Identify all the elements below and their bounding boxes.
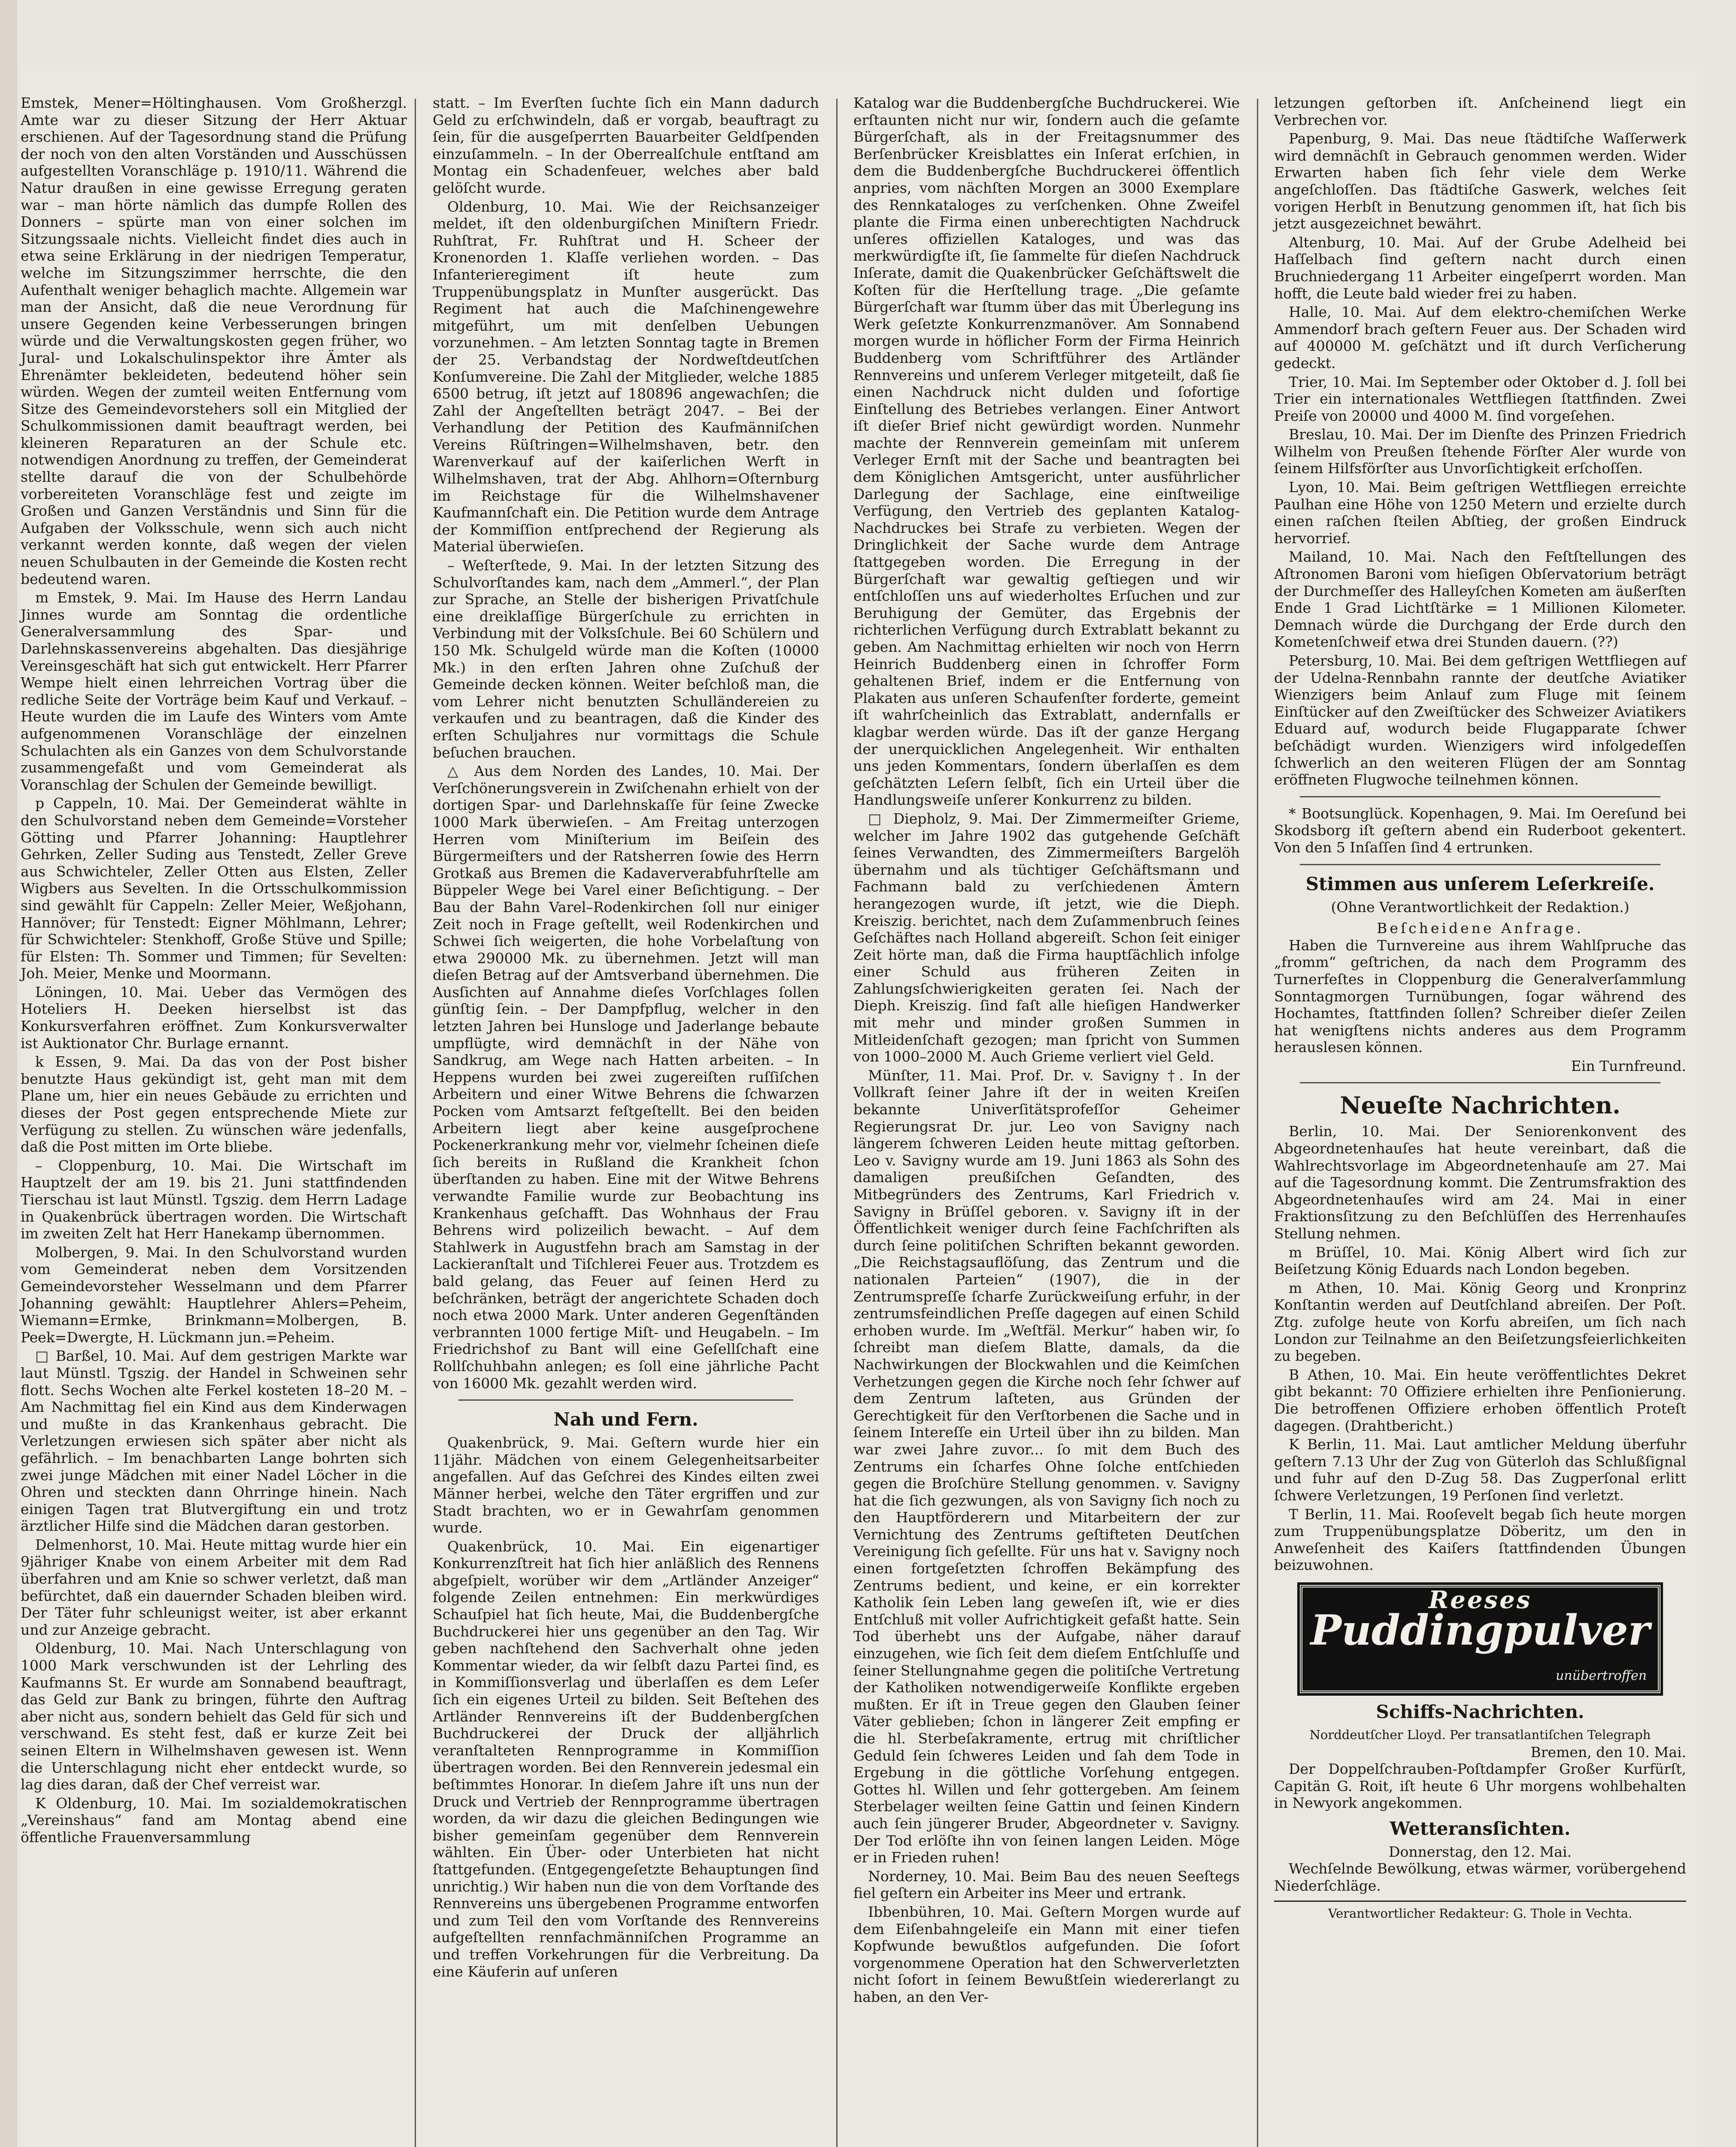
- article-paragraph: Trier, 10. Mai. Im September oder Oktober d. J. ſoll bei Trier ein internationales Wettfliegen ſtattfinden. Zwei Preiſe von 20000 und 4000 M. ſind vorgeſehen.: [1274, 373, 1686, 424]
- article-paragraph: Ibbenbühren, 10. Mai. Geſtern Morgen wurde auf dem Eiſenbahngeleiſe ein Mann mit einer tiefen Kopfwunde bewußtlos aufgefunden. Die ſofort vorgenommene Operation hat den Schwerverletzten nicht ſofort in ſeinem Bewußtſein wiedererlangt zu haben, an den Ver-: [853, 1903, 1240, 2005]
- weather-text: Wechſelnde Bewölkung, etwas wärmer, vorübergehend Niederſchläge.: [1274, 1860, 1686, 1895]
- article-paragraph: Emstek, Mener=Höltinghausen. Vom Großherzgl. Amte war zu dieser Sitzung der Herr Aktuar erschienen. Auf der Tagesordnung stand die Prüfung der noch von den alten Vorständen und Ausschüssen aufgestellten Voranschläge p. 1910/11. Während die Natur draußen in eine gewisse Erregung geraten war – man hörte nämlich das dumpfe Rollen des Donners – spürte man von einer solchen im Sitzungssaale nichts. Vielleicht findet dies auch in etwa seine Erklärung in der niedrigen Temperatur, welche im Sitzungszimmer herrschte, die den Aufenthalt weniger behaglich machte. Allgemein war man der Ansicht, daß die neue Verordnung für unsere Gegenden keine Verbesserungen bringen würde und die Verwaltungskosten gegen früher, wo Jural- und Lokalschulinspektor ihre Ämter als Ehrenämter bekleideten, bedeutend höher sein würden. Wegen der zumteil weiten Entfernung vom Sitze des Gemeindevorstehers soll ein Mitglied der Schulkommissionen damit beauftragt werden, bei kleineren Reparaturen an der Schule etc. notwendigen Anordnung zu treffen, der Gemeinderat stellte darauf die von der Schulbehörde vorbereiteten Voranschläge fest und zeigte im Großen und Ganzen Verständnis und Sinn für die Aufgaben der Volksschule, wenn sich auch nicht verkannt werden konnte, daß wegen der vielen neuen Schulbauten in der Gemeinde die Kosten recht bedeutend waren.: [21, 94, 407, 587]
- newspaper-page: [21, 64, 1703, 2147]
- article-paragraph: □ Barßel, 10. Mai. Auf dem gestrigen Markte war laut Münstl. Tgszig. der Handel in Schweinen sehr flott. Sechs Wochen alte Ferkel kosteten 18–20 M. – Am Nachmittag fiel ein Kind aus dem Kinderwagen und mußte in das Krankenhaus gebracht. Die Verletzungen erwiesen sich später aber nicht als gefährlich. – Im benachbarten Lange bohrten sich zwei junge Mädchen mit einer Nadel Löcher in die Ohren und steckten dann Ohrringe hinein. Nach einigen Tagen trat Blutvergiftung ein und trotz ärztlicher Hilfe sind die Mädchen daran gestorben.: [21, 1347, 407, 1535]
- page-edge: [0, 0, 17, 2147]
- article-paragraph: * Bootsunglück. Kopenhagen, 9. Mai. Im Oereſund bei Skodsborg iſt geſtern abend ein Ruderboot gekentert. Von den 5 Inſaſſen ſind 4 ertrunken.: [1274, 805, 1686, 856]
- article-paragraph: m Emstek, 9. Mai. Im Hause des Herrn Landau Jinnes wurde am Sonntag die ordentliche Generalversammlung des Spar- und Darlehnskassenvereins abgehalten. Das diesjährige Vereinsgeschäft hat sich gut entwickelt. Herr Pfarrer Wempe hielt einen lehrreichen Vortrag über die redliche Seite der Vorträge beim Kauf und Verkauf. – Heute wurden die im Laufe des Winters vom Amte aufgenommenen Voranschläge der einzelnen Schulachten als ein Ganzes von dem Schulvorstande zusammengefaßt und vom Gemeinderat als Voranschlag der Schulen der Gemeinde bewilligt.: [21, 589, 407, 793]
- article-paragraph: Quakenbrück, 9. Mai. Geſtern wurde hier ein 11jähr. Mädchen von einem Gelegenheitsarbeiter angefallen. Auf das Geſchrei des Kindes eilten zwei Männer herbei, welche den Täter ergriffen und zur Stadt brachten, wo er in Gewahrſam genommen wurde.: [433, 1434, 819, 1536]
- ship-news-dateline: Bremen, den 10. Mai.: [1530, 1743, 1686, 1761]
- weather-date: Donnerstag, den 12. Mai.: [1389, 1843, 1572, 1860]
- letters-subheading: (Ohne Verantwortlichkeit der Redaktion.): [1331, 898, 1630, 915]
- column-4: [1274, 94, 1686, 1922]
- ship-news-source: Norddeutſcher Lloyd. Per transatlantiſchen Telegraph: [1309, 1727, 1651, 1742]
- news-paragraph: m Brüſſel, 10. Mai. König Albert wird ſich zur Beiſetzung König Eduards nach London begeben.: [1274, 1244, 1686, 1278]
- article-paragraph: Münſter, 11. Mai. Prof. Dr. v. Savigny †. In der Vollkraft ſeiner Jahre iſt der in weiten Kreiſen bekannte Univerſitätsprofeſſor Geheimer Regierungsrat Dr. jur. Leo von Savigny nach längerem ſchweren Leiden heute mittag geſtorben. Leo v. Savigny wurde am 19. Juni 1863 als Sohn des damaligen preußiſchen Geſandten, des Mitbegründers des Zentrums, Karl Friedrich v. Savigny in Brüſſel geboren. v. Savigny iſt in der Öffentlichkeit weniger durch ſeine Fachſchriften als durch ſeine politiſchen Schriften bekannt geworden. „Die Reichstagsauflöſung, das Zentrum und die nationalen Parteien“ (1907), die in der Zentrumspreſſe ſcharfe Zurückweiſung erfuhr, in der zentrumsfeindlichen Preſſe dagegen auf einen Schild erhoben wurde. Im „Weſtfäl. Merkur“ haben wir, ſo ſchreibt man dieſem Blatte, damals, da die Nachwirkungen der Blockwahlen und die Keimſchen Verhetzungen gegen die Kirche noch ſehr ſchwer auf dem Zentrum laſteten, aus Gründen der Gerechtigkeit für den Verſtorbenen die Sache und in ſeinem Intereſſe ein Urteil über ihn zu bilden. Man war zwei Jahre zuvor... ſo mit dem Buch des Zentrums ein ſcharfes Ohne ſolche entſchieden gegen die Broſchüre Stellung genommen. v. Savigny hat die ſich gezwungen, als von Savigny ſich noch zu den Hauptförderern und Mitarbeitern der zur Vernichtung des Zentrums geſtifteten Deutſchen Vereinigung ſich geſellte. Für uns hat v. Savigny noch einen fortgeſetzten ſchroffen Bekämpfung des Zentrums bedient, und keine, er ein korrekter Katholik ſein Leben lang geweſen iſt, wie er dies Entſchluß mit voller Aufrichtigkeit gefaßt hatte. Sein Tod überhebt uns der Aufgabe, näher darauf einzugehen, wie ſich ſeit dem dieſem Entſchluſſe und ſeiner Stellungnahme gegen die politiſche Vertretung der Katholiken notwendigerweiſe Konflikte ergeben mußten. Er iſt in Treue gegen den Glauben ſeiner Väter geblieben; ſchon in längerer Zeit empfing er die hl. Sterbeſakramente, ertrug mit chriſtlicher Geduld ſein ſchweres Leiden und ſah dem Tode in Ergebung in die göttliche Vorſehung entgegen. Gottes hl. Willen und ſehr gottergeben. Am ſeinem Sterbelager weilten ſeine Gattin und ſeinen Kindern auch ſein jüngerer Bruder, Abgeordneter v. Savigny. Der Tod erlöſte ihn von ſeinen langen Leiden. Möge er in Frieden ruhen!: [853, 1067, 1240, 1866]
- news-paragraph: m Athen, 10. Mai. König Georg und Kronprinz Konſtantin werden auf Deutſchland abreiſen. Der Poſt. Ztg. zufolge heute von Korfu abreiſen, um ſich nach London zur Teilnahme an den Beiſetzungsfeierlichkeiten zu begeben.: [1274, 1279, 1686, 1365]
- section-divider: [1300, 864, 1660, 865]
- news-paragraph: B Athen, 10. Mai. Ein heute veröffentlichtes Dekret gibt bekannt: 70 Offiziere erhielten ihre Penſionierung. Die betroffenen Offiziere erhoben öffentlich Proteſt dagegen. (Drahtbericht.): [1274, 1366, 1686, 1434]
- column-3: [853, 94, 1240, 2007]
- article-paragraph: Katalog war die Buddenbergſche Buchdruckerei. Wie erſtaunten nicht nur wir, ſondern auch die geſamte Bürgerſchaft, als in der Freitagsnummer des Berſenbrücker Kreisblattes ein Inſerat erſchien, in dem die Buddenbergſche Buchdruckerei öffentlich anpries, vom nächſten Morgen an 3000 Exemplare des Rennkataloges zu verſchenken. Ohne Zweifel plante die Firma einen unberechtigten Nachdruck unſeres offiziellen Kataloges, und was das merkwürdigſte iſt, ſie ſammelte für dieſen Nachdruck Inſerate, damit die Quakenbrücker Geſchäftswelt die Koſten für die Herſtellung trage. „Die geſamte Bürgerſchaft war ſtumm über das mit Überlegung ins Werk geſetzte Konkurrenzmanöver. Am Sonnabend morgen wurde in höflicher Form der Firma Heinrich Buddenberg vom Schriftführer des Artländer Rennvereins und unſerem Verleger mitgeteilt, daß ſie einen Nachdruck nicht dulden und ſofortige Einſtellung des Betriebes verlangen. Einer Antwort iſt dieſer Brief nicht gewürdigt worden. Nunmehr machte der Rennverein gemeinſam mit unſerem Verleger Ernſt mit der Sache und beantragten bei dem Königlichen Amtsgericht, unter ausführlicher Darlegung der Sachlage, eine einſtweilige Verfügung, den Vertrieb des geplanten Katalog-Nachdruckes bei Strafe zu verbieten. Wegen der Dringlichkeit der Sache wurde dem Antrage ſtattgegeben worden. Die Erregung in der Bürgerſchaft war gewaltig geſtiegen und wir entſchloſſen uns auf wiederholtes Erſuchen und zur Beruhigung der Gemüter, das Ergebnis der richterlichen Verfügung durch Extrablatt bekannt zu geben. Am Nachmittag erhielten wir noch von Herrn Heinrich Buddenberg einen in ſchroffer Form gehaltenen Brief, indem er die Entfernung von Plakaten aus unſeren Schaufenſter forderte, gemeint iſt wahrſcheinlich das Extrablatt, andernfalls er klagbar werden würde. Das iſt der ganze Hergang der unerquicklichen Angelegenheit. Wir enthalten uns jeden Kommentars, ſondern überlaſſen es dem geſchätzten Leſern ſelbſt, ſich ein Urteil über die Handlungsweiſe unſerer Konkurrenz zu bilden.: [853, 94, 1240, 809]
- column-rule: [1257, 99, 1258, 2147]
- letters-title: Beſcheidene Anfrage.: [1377, 920, 1584, 937]
- article-paragraph: Petersburg, 10. Mai. Bei dem geſtrigen Wettfliegen auf der Udelna-Rennbahn rannte der deutſche Aviatiker Wienzigers beim Anlauf zum Fluge mit ſeinem Einſtücker auf den Zweiſtücker des Schweizer Aviatikers Eduard auf, wodurch beide Flugapparate ſchwer beſchädigt wurden. Wienzigers wird infolgedeſſen ſchwerlich an den weiteren Flügen der am Sonntag eröffneten Flugwoche teilnehmen können.: [1274, 652, 1686, 788]
- article-paragraph: – Weſterſtede, 9. Mai. In der letzten Sitzung des Schulvorſtandes kam, nach dem „Ammerl.“, der Plan zur Sprache, an Stelle der bisherigen Privatſchule eine dreiklaſſige Bürgerſchule zu errichten in Verbindung mit der Volksſchule. Bei 60 Schülern und 150 Mk. Schulgeld würde man die Koſten (10000 Mk.) in den erſten Jahren ohne Zuſchuß der Gemeinde decken können. Weiter beſchloß man, die vom Lehrer nicht benutzten Schulländereien zu verkaufen und zu beantragen, daß die Kinder des erſten Schuljahres nur vormittags die Schule beſuchen brauchen.: [433, 557, 819, 761]
- column-rule: [836, 99, 838, 2147]
- latest-news-heading: Neueſte Nachrichten.: [1340, 1092, 1621, 1119]
- article-paragraph: Mailand, 10. Mai. Nach den Feſtſtellungen des Aſtronomen Baroni vom hieſigen Obſervatorium beträgt der Durchmeſſer des Halleyſchen Kometen am äußerſten Ende 1 Grad Lichtſtärke = 1 Millionen Kilometer. Demnach würde die Durchgang der Erde durch den Kometenſchweif etwa drei Stunden dauern. (??): [1274, 548, 1686, 651]
- article-paragraph: K Oldenburg, 10. Mai. Im sozialdemokratischen „Vereinshaus“ fand am Montag abend eine öffentliche Frauenversammlung: [21, 1794, 407, 1846]
- ad-brand: Reeses: [1428, 1585, 1532, 1614]
- article-paragraph: Altenburg, 10. Mai. Auf der Grube Adelheid bei Haſſelbach ſind geſtern nacht durch einen Bruchniedergang 11 Arbeiter eingeſperrt worden. Man hofft, die Leute bald wieder frei zu haben.: [1274, 234, 1686, 302]
- article-paragraph: Molbergen, 9. Mai. In den Schulvorstand wurden vom Gemeinderat neben dem Vorsitzenden Gemeindevorsteher Wesselmann und dem Pfarrer Johanning gewählt: Hauptlehrer Ahlers=Peheim, Wiemann=Ermke, Brinkmann=Molbergen, B. Peek=Dwergte, H. Lückmann jun.=Peheim.: [21, 1244, 407, 1346]
- news-paragraph: Berlin, 10. Mai. Der Seniorenkonvent des Abgeordnetenhauſes hat heute vereinbart, daß die Wahlrechtsvorlage im Abgeordnetenhauſe am 27. Mai auf die Tagesordnung kommt. Die Zentrumsfraktion des Abgeordnetenhauſes wird am 24. Mai in einer Fraktionsſitzung zu den Beſchlüſſen des Herrenhauſes Stellung nehmen.: [1274, 1123, 1686, 1242]
- article-paragraph: Lyon, 10. Mai. Beim geſtrigen Wettfliegen erreichte Paulhan eine Höhe von 1250 Metern und erzielte durch einen raſchen ſteilen Abſtieg, der großen Eindruck hervorrief.: [1274, 479, 1686, 547]
- column-1: [21, 94, 407, 1848]
- news-paragraph: K Berlin, 11. Mai. Laut amtlicher Meldung überfuhr geſtern 7.13 Uhr der Zug von Güterloh das Schlußſignal und fuhr auf den D-Zug 58. Das Zugperſonal erlitt ſchwere Verletzungen, 19 Perſonen ſind verletzt.: [1274, 1436, 1686, 1504]
- article-paragraph: Oldenburg, 10. Mai. Nach Unterschlagung von 1000 Mark verschwunden ist der Lehrling des Kaufmanns St. Er wurde am Sonnabend beauftragt, das Geld zur Bank zu bringen, führte den Auftrag aber nicht aus, sondern behielt das Geld für sich und verschwand. Es steht fest, daß er kurze Zeit bei seinen Eltern in Wilhelmshaven gewesen ist. Wenn die Unterschlagung nicht eher entdeckt wurde, so lag dies daran, daß der Chef verreist war.: [21, 1640, 407, 1793]
- letters-text: Haben die Turnvereine aus ihrem Wahlſpruche das „fromm“ geſtrichen, da nach dem Programm des Turnerfeſtes in Cloppenburg die Generalverſammlung Sonntagmorgen Turnübungen, ſogar während des Hochamtes, ſtattfinden ſollen? Schreiber dieſer Zeilen hat wenigſtens nichts anderes aus dem Programm herauslesen können.: [1274, 937, 1686, 1056]
- weather-heading: Wetteransſichten.: [1390, 1818, 1571, 1839]
- article-paragraph: letzungen geſtorben iſt. Anſcheinend liegt ein Verbrechen vor.: [1274, 94, 1686, 128]
- column-2: [433, 94, 819, 1982]
- ad-product: Puddingpulver: [1310, 1606, 1650, 1654]
- article-paragraph: Oldenburg, 10. Mai. Wie der Reichsanzeiger meldet, iſt den oldenburgiſchen Miniſtern Friedr. Ruhſtrat, Fr. Ruhſtrat und H. Scheer der Kronenorden 1. Klaſſe verliehen worden. – Das Infanterieregiment iſt heute zum Truppenübungsplatz in Munſter ausgerückt. Das Regiment hat auch die Maſchinengewehre mitgeführt, um mit denſelben Uebungen vorzunehmen. – Am letzten Sonntag tagte in Bremen der 25. Verbandstag der Nordweſtdeutſchen Konſumvereine. Die Zahl der Mitglieder, welche 1885 6500 betrug, iſt jetzt auf 180896 angewachſen; die Zahl der Angeſtellten beträgt 2047. – Bei der Verhandlung der Petition des Kaufmänniſchen Vereins Rüſtringen=Wilhelmshaven, betr. den Warenverkauf auf der kaiſerlichen Werft in Wilhelmshaven, trat der Abg. Ahlhorn=Oſternburg im Reichstage für die Wilhelmshavener Kaufmannſchaft ein. Die Petition wurde dem Antrage der Kommiſſion entſprechend der Regierung als Material überwieſen.: [433, 198, 819, 555]
- letters-signature: Ein Turnfreund.: [1571, 1057, 1686, 1074]
- ship-news-text: Der Doppelſchrauben-Poſtdampfer Großer Kurfürſt, Capitän G. Roit, iſt heute 6 Uhr morgens wohlbehalten in Newyork angekommen.: [1274, 1761, 1686, 1812]
- pudding-powder-advertisement: [1300, 1585, 1660, 1693]
- section-divider: [1300, 796, 1660, 797]
- section-divider: [1300, 1082, 1660, 1083]
- imprint-line: Verantwortlicher Redakteur: G. Thole in Vechta.: [1274, 1901, 1686, 1922]
- letters-heading: Stimmen aus unſerem Leſerkreiſe.: [1305, 873, 1655, 894]
- article-paragraph: Papenburg, 9. Mai. Das neue ſtädtiſche Waſſerwerk wird demnächſt in Gebrauch genommen werden. Wider Erwarten haben ſich ſehr viele dem Werke angeſchloſſen. Das ſtädtiſche Gaswerk, welches ſeit vorigen Herbſt in Benutzung genommen iſt, hat ſich bis jetzt ausgezeichnet bewährt.: [1274, 130, 1686, 232]
- article-paragraph: Quakenbrück, 10. Mai. Ein eigenartiger Konkurrenzſtreit hat ſich hier anläßlich des Rennens abgeſpielt, worüber wir dem „Artländer Anzeiger“ folgende Zeilen entnehmen: Ein merkwürdiges Schauſpiel hat ſich heute, Mai, die Buddenbergſche Buchdruckerei hier uns gegenüber an den Tag. Wir geben nachſtehend den Sachverhalt ohne jeden Kommentar wieder, da wir ſelbſt dazu Partei ſind, es in Kommiſſionsverlag und überlaſſen es dem Leſer ſich ein eigenes Urteil zu bilden. Seit Beſtehen des Artländer Rennvereins iſt der Buddenbergſchen Buchdruckerei der Druck der alljährlich veranſtalteten Rennprogramme in Kommiſſion übertragen worden. Bei den Rennverein jedesmal ein beſtimmtes Honorar. In dieſem Jahre iſt uns nun der Druck und Vertrieb der Rennprogramme übertragen worden, da wir dazu die gleichen Bedingungen wie bisher gemeinſam gegenüber dem Rennverein wählten. Ein Über- oder Unterbieten hat nicht ſtattgefunden. (Entgegengeſetzte Behauptungen ſind unrichtig.) Wir haben nun die von dem Vorſtande des Rennvereins uns übergebenen Programme entworfen und zum Teil den vom Vorſtande des Rennvereins aufgeſtellten rennfachmänniſchen Programme an und treffen Vorkehrungen für die Verbreitung. Da eine Käuferin auf unſeren: [433, 1538, 819, 1980]
- ship-news-heading: Schiffs-Nachrichten.: [1376, 1701, 1584, 1722]
- column-rule: [415, 99, 416, 2147]
- article-paragraph: Delmenhorst, 10. Mai. Heute mittag wurde hier ein 9jähriger Knabe von einem Arbeiter mit dem Rad überfahren und am Knie so schwer verletzt, daß man befürchtet, daß ein dauernder Schaden bleiben wird. Der Täter fuhr schleunigst weiter, ist aber erkannt und zur Anzeige gebracht.: [21, 1536, 407, 1638]
- article-paragraph: Löningen, 10. Mai. Ueber das Vermögen des Hoteliers H. Deeken hierselbst ist das Konkursverfahren eröffnet. Zum Konkursverwalter ist Auktionator Chr. Burlage ernannt.: [21, 983, 407, 1052]
- article-paragraph: k Essen, 9. Mai. Da das von der Post bisher benutzte Haus gekündigt ist, geht man mit dem Plane um, hier ein neues Gebäude zu errichten und dieses der Post gegen entsprechende Miete zur Verfügung zu stellen. Zu wünschen wäre jedenfalls, daß die Post mitten im Orte bliebe.: [21, 1053, 407, 1156]
- section-heading: Nah und Fern.: [553, 1409, 698, 1430]
- section-divider: [458, 1399, 793, 1401]
- news-paragraph: T Berlin, 11. Mai. Rooſevelt begab ſich heute morgen zum Truppenübungsplatze Döberitz, um den in Anweſenheit des Kaiſers ſtattfindenden Übungen beizuwohnen.: [1274, 1505, 1686, 1574]
- article-paragraph: Halle, 10. Mai. Auf dem elektro-chemiſchen Werke Ammendorf brach geſtern Feuer aus. Der Schaden wird auf 400000 M. geſchätzt und iſt durch Verſicherung gedeckt.: [1274, 304, 1686, 371]
- article-paragraph: Breslau, 10. Mai. Der im Dienſte des Prinzen Friedrich Wilhelm von Preußen ſtehende Förſter Aler wurde von ſeinem Hilfsförſter aus Unvorſichtigkeit erſchoſſen.: [1274, 426, 1686, 477]
- article-paragraph: – Cloppenburg, 10. Mai. Die Wirtschaft im Hauptzelt der am 19. bis 21. Juni stattfindenden Tierschau ist laut Münstl. Tgszig. dem Herrn Ladage in Quakenbrück übertragen worden. Die Wirtschaft im zweiten Zelt hat Herr Hanekamp übernommen.: [21, 1157, 407, 1242]
- ad-slogan: unübertroffen: [1555, 1668, 1647, 1684]
- article-paragraph: p Cappeln, 10. Mai. Der Gemeinderat wählte in den Schulvorstand neben dem Gemeinde=Vorsteher Götting und Pfarrer Johanning: Hauptlehrer Gehrken, Zeller Suding aus Tenstedt, Zeller Greve aus Schwichteler, Zeller Otten aus Elsten, Zeller Wigbers aus Sevelten. In die Ortsschulkommission sind gewählt für Cappeln: Zeller Meier, Weßjohann, Hannöver; für Tenstedt: Eigner Möhlmann, Lehrer; für Schwichteler: Stenkhoff, Große Stüve und Spille; für Elsten: Th. Sommer und Timmen; für Sevelten: Joh. Meier, Menke und Moormann.: [21, 795, 407, 982]
- article-paragraph: △ Aus dem Norden des Landes, 10. Mai. Der Verſchönerungsverein in Zwiſchenahn erhielt von der dortigen Spar- und Darlehnskaſſe für ſeine Zwecke 1000 Mark überwieſen. – Am Freitag unterzogen Herren vom Miniſterium im Beiſein des Bürgermeiſters und der Ratsherren ſowie des Herrn Grotkaß aus Bremen die Kadaververabfuhrſtelle am Büppeler Wege bei Varel einer Beſichtigung. – Der Bau der Bahn Varel–Rodenkirchen ſoll nur einiger Zeit noch in Frage geſtellt, weil Rodenkirchen und Schwei ſich weigerten, die hohe Vorbelaſtung von etwa 290000 Mk. zu übernehmen. Jetzt will man dieſen Betrag auf der Amtsverband übernehmen. Die Ausſichten auf Annahme dieſes Vorſchlages ſollen günſtig ſein. – Der Dampfpflug, welcher in den letzten Jahren bei Hunsloge und Jaderlange bebaute umpflügte, wird demnächſt in der Nähe von Sandkrug, am Wege nach Hatten arbeiten. – In Heppens wurden bei zwei zugereiſten ruſſiſchen Arbeitern und einer Witwe Behrens die ſchwarzen Pocken vom Amtsarzt feſtgeſtellt. Bei den beiden Arbeitern liegt aber keine ausgeſprochene Pockenerkrankung mehr vor, vielmehr ſcheinen dieſe ſich bereits in Rußland die Krankheit ſchon überſtanden zu haben. Eine mit der Witwe Behrens verwandte Familie wurde zur Beobachtung ins Krankenhaus geſchafft. Das Wohnhaus der Frau Behrens wird polizeilich bewacht. – Auf dem Stahlwerk in Augustfehn brach am Samstag in der Lackieranſtalt und Tiſchlerei Feuer aus. Trotzdem es bald gelang, das Feuer auf ſeinen Herd zu beſchränken, beträgt der angerichtete Schaden doch noch etwa 2000 Mark. Unter anderen Gegenſtänden verbrannten 1000 fertige Miſt- und Heugabeln. – Im Friedrichshof zu Bant will eine Geſellſchaft eine Rollſchuhbahn anlegen; es ſoll eine jährliche Pacht von 16000 Mk. gezahlt werden wird.: [433, 763, 819, 1392]
- article-paragraph: statt. – Im Everſten ſuchte ſich ein Mann dadurch Geld zu erſchwindeln, daß er vorgab, beauftragt zu ſein, für die ausgeſperrten Bauarbeiter Geldſpenden einzuſammeln. – In der Oberrealſchule entſtand am Montag ein Schadenfeuer, welches aber bald gelöſcht wurde.: [433, 94, 819, 196]
- article-paragraph: □ Diepholz, 9. Mai. Der Zimmermeiſter Grieme, welcher im Jahre 1902 das gutgehende Geſchäft ſeines Verwandten, des Zimmermeiſters Bargelöh übernahm und als tüchtiger Geſchäftsmann und Fachmann bald zu verſchiedenen Ämtern herangezogen wurde, iſt jetzt, wie die Dieph. Kreiszig. berichtet, nach dem Zuſammenbruch ſeines Geſchäftes nach Holland abgereiſt. Schon ſeit einiger Zeit hörte man, daß die Firma hauptſächlich infolge einer Schuld aus früheren Zeiten in Zahlungsſchwierigkeiten geraten ſei. Nach der Dieph. Kreiszig. ſind faſt alle hieſigen Handwerker mit mehr und minder großen Summen in Mitleidenſchaft gezogen; man ſpricht von Summen von 1000–2000 M. Auch Grieme verliert viel Geld.: [853, 810, 1240, 1065]
- article-paragraph: Norderney, 10. Mai. Beim Bau des neuen Seeſtegs fiel geſtern ein Arbeiter ins Meer und ertrank.: [853, 1867, 1240, 1902]
